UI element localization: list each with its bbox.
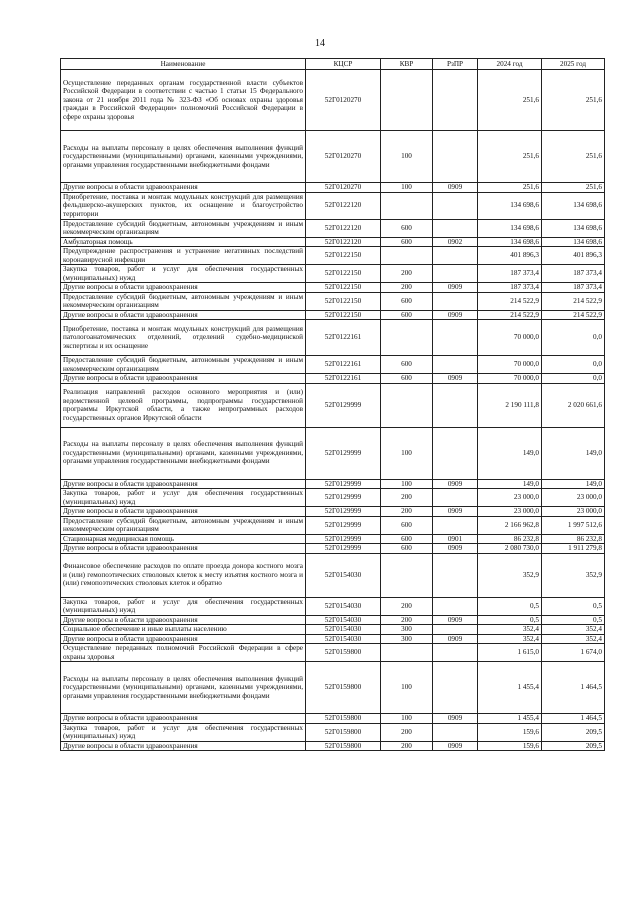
cell-kcsr: 52Г0122161 xyxy=(306,374,381,384)
cell-rzpr: 0909 xyxy=(433,183,478,193)
cell-name: Предоставление субсидий бюджетным, автономным учреждениям и иным некоммерческим организациям xyxy=(61,516,306,534)
cell-rzpr: 0909 xyxy=(433,283,478,293)
table-row xyxy=(61,356,605,374)
cell-kcsr: 52Г0122161 xyxy=(306,320,381,356)
cell-name: Расходы на выплаты персоналу в целях обеспечения выполнения функций государственными (муниципальными) органами, казенными учреждениями, органами управления государственными внебюджетными фондами xyxy=(61,662,306,714)
cell-rzpr xyxy=(433,356,478,374)
cell-rzpr xyxy=(433,247,478,265)
header-2024: 2024 год xyxy=(478,59,542,70)
cell-kvr xyxy=(381,383,433,427)
cell-kvr: 200 xyxy=(381,507,433,517)
header-row xyxy=(61,59,605,70)
cell-name: Другие вопросы в области здравоохранения xyxy=(61,183,306,193)
cell-name: Предоставление субсидий бюджетным, автономным учреждениям и иным некоммерческим организациям xyxy=(61,356,306,374)
cell-2024: 2 080 730,0 xyxy=(478,544,542,554)
header-2025: 2025 год xyxy=(542,59,605,70)
cell-kvr: 100 xyxy=(381,183,433,193)
cell-rzpr: 0909 xyxy=(433,634,478,644)
cell-name: Приобретение, поставка и монтаж модульных конструкций для размещения фельдшерско-акушерских пунктов, их оснащение и благоустройство территории xyxy=(61,192,306,219)
cell-2025: 1 997 512,6 xyxy=(542,516,605,534)
cell-2025: 1 464,5 xyxy=(542,714,605,724)
page-number: 14 xyxy=(315,38,325,49)
cell-rzpr: 0909 xyxy=(433,479,478,489)
cell-name: Другие вопросы в области здравоохранения xyxy=(61,283,306,293)
cell-kvr xyxy=(381,320,433,356)
cell-2025: 187 373,4 xyxy=(542,283,605,293)
cell-rzpr xyxy=(433,625,478,635)
cell-rzpr: 0909 xyxy=(433,374,478,384)
cell-2025: 209,5 xyxy=(542,741,605,751)
table-row xyxy=(61,534,605,544)
cell-2025: 1 674,0 xyxy=(542,644,605,662)
cell-2025: 352,9 xyxy=(542,553,605,597)
cell-name: Закупка товаров, работ и услуг для обеспечения государственных (муниципальных) нужд xyxy=(61,489,306,507)
header-kvr: КВР xyxy=(381,59,433,70)
table-row xyxy=(61,597,605,615)
budget-table xyxy=(60,58,605,751)
cell-2025: 23 000,0 xyxy=(542,489,605,507)
cell-rzpr xyxy=(433,553,478,597)
cell-2024: 251,6 xyxy=(478,131,542,183)
cell-2025: 134 698,6 xyxy=(542,219,605,237)
table-row xyxy=(61,479,605,489)
cell-kvr: 600 xyxy=(381,310,433,320)
cell-kvr: 200 xyxy=(381,597,433,615)
cell-rzpr xyxy=(433,644,478,662)
table-row xyxy=(61,625,605,635)
cell-2024: 352,4 xyxy=(478,634,542,644)
cell-2025: 0,5 xyxy=(542,597,605,615)
cell-kvr: 100 xyxy=(381,479,433,489)
cell-rzpr xyxy=(433,662,478,714)
table-row xyxy=(61,507,605,517)
cell-kcsr: 52Г0159800 xyxy=(306,644,381,662)
cell-name: Закупка товаров, работ и услуг для обеспечения государственных (муниципальных) нужд xyxy=(61,597,306,615)
table-row xyxy=(61,714,605,724)
table-row xyxy=(61,247,605,265)
cell-kvr: 300 xyxy=(381,634,433,644)
cell-kvr: 200 xyxy=(381,489,433,507)
cell-kcsr: 52Г0122120 xyxy=(306,192,381,219)
cell-2024: 134 698,6 xyxy=(478,237,542,247)
cell-2024: 70 000,0 xyxy=(478,356,542,374)
cell-rzpr xyxy=(433,427,478,479)
cell-2024: 1 455,4 xyxy=(478,662,542,714)
cell-2024: 0,5 xyxy=(478,615,542,625)
cell-2024: 134 698,6 xyxy=(478,192,542,219)
cell-2024: 2 190 111,8 xyxy=(478,383,542,427)
cell-name: Другие вопросы в области здравоохранения xyxy=(61,714,306,724)
cell-name: Закупка товаров, работ и услуг для обеспечения государственных (муниципальных) нужд xyxy=(61,265,306,283)
cell-2024: 251,6 xyxy=(478,183,542,193)
cell-2024: 159,6 xyxy=(478,723,542,741)
cell-2025: 23 000,0 xyxy=(542,507,605,517)
header-rzpr: РзПР xyxy=(433,59,478,70)
cell-kvr xyxy=(381,70,433,131)
cell-rzpr xyxy=(433,219,478,237)
cell-2024: 214 522,9 xyxy=(478,310,542,320)
cell-2024: 70 000,0 xyxy=(478,320,542,356)
cell-name: Расходы на выплаты персоналу в целях обеспечения выполнения функций государственными (муниципальными) органами, казенными учреждениями, органами управления государственными внебюджетными фондами xyxy=(61,131,306,183)
cell-rzpr xyxy=(433,516,478,534)
cell-2025: 0,5 xyxy=(542,615,605,625)
cell-name: Социальное обеспечение и иные выплаты населению xyxy=(61,625,306,635)
cell-kvr: 600 xyxy=(381,219,433,237)
cell-2024: 2 166 962,8 xyxy=(478,516,542,534)
cell-kvr: 100 xyxy=(381,131,433,183)
cell-2025: 134 698,6 xyxy=(542,237,605,247)
cell-rzpr: 0909 xyxy=(433,741,478,751)
cell-rzpr: 0909 xyxy=(433,507,478,517)
cell-kcsr: 52Г0129999 xyxy=(306,507,381,517)
cell-kcsr: 52Г0122150 xyxy=(306,283,381,293)
cell-kcsr: 52Г0122120 xyxy=(306,237,381,247)
cell-2025: 251,6 xyxy=(542,70,605,131)
cell-kcsr: 52Г0154030 xyxy=(306,615,381,625)
cell-name: Предоставление субсидий бюджетным, автономным учреждениям и иным некоммерческим организациям xyxy=(61,219,306,237)
cell-kcsr: 52Г0154030 xyxy=(306,634,381,644)
table-row xyxy=(61,292,605,310)
cell-rzpr: 0909 xyxy=(433,615,478,625)
cell-kcsr: 52Г0120270 xyxy=(306,70,381,131)
table-header xyxy=(61,59,605,70)
cell-kvr xyxy=(381,644,433,662)
cell-2024: 70 000,0 xyxy=(478,374,542,384)
cell-name: Финансовое обеспечение расходов по оплате проезда донора костного мозга и (или) гемопоэтических стволовых клеток к месту изъятия костного мозга и (или) гемопоэтических стволовых клеток и обратно xyxy=(61,553,306,597)
cell-kvr: 600 xyxy=(381,356,433,374)
cell-rzpr: 0902 xyxy=(433,237,478,247)
cell-kvr xyxy=(381,192,433,219)
cell-name: Осуществление переданных органам государственной власти субъектов Российской Федерации в соответствии с частью 1 статьи 15 Федерального закона от 21 ноября 2011 года № 323-ФЗ «Об основах охраны здоровья граждан в Российской Федерации» полномочий Российской Федерации в сфере охраны здоровья xyxy=(61,70,306,131)
cell-2025: 352,4 xyxy=(542,625,605,635)
cell-kcsr: 52Г0159800 xyxy=(306,662,381,714)
table-row xyxy=(61,374,605,384)
cell-rzpr: 0909 xyxy=(433,310,478,320)
cell-kvr xyxy=(381,247,433,265)
header-name: Наименование xyxy=(61,59,306,70)
cell-2025: 187 373,4 xyxy=(542,265,605,283)
cell-2025: 401 896,3 xyxy=(542,247,605,265)
cell-kcsr: 52Г0120270 xyxy=(306,183,381,193)
cell-kvr xyxy=(381,553,433,597)
table-row xyxy=(61,265,605,283)
cell-rzpr xyxy=(433,320,478,356)
cell-rzpr xyxy=(433,192,478,219)
cell-kcsr: 52Г0129999 xyxy=(306,383,381,427)
cell-kcsr: 52Г0122150 xyxy=(306,247,381,265)
cell-rzpr xyxy=(433,265,478,283)
cell-name: Другие вопросы в области здравоохранения xyxy=(61,310,306,320)
cell-rzpr: 0909 xyxy=(433,714,478,724)
cell-name: Реализация направлений расходов основного мероприятия и (или) ведомственной целевой программы, подпрограммы государственной программы Иркутской области, а также непрограммных расходов государственных органов Иркутской области xyxy=(61,383,306,427)
cell-2024: 352,9 xyxy=(478,553,542,597)
cell-2024: 1 455,4 xyxy=(478,714,542,724)
cell-kcsr: 52Г0154030 xyxy=(306,597,381,615)
cell-2025: 0,0 xyxy=(542,320,605,356)
cell-kvr: 600 xyxy=(381,292,433,310)
cell-2025: 352,4 xyxy=(542,634,605,644)
cell-2025: 149,0 xyxy=(542,479,605,489)
cell-rzpr xyxy=(433,131,478,183)
table-row xyxy=(61,553,605,597)
cell-kvr: 200 xyxy=(381,741,433,751)
cell-kcsr: 52Г0129999 xyxy=(306,427,381,479)
table-row xyxy=(61,615,605,625)
cell-2025: 2 020 661,6 xyxy=(542,383,605,427)
cell-2024: 0,5 xyxy=(478,597,542,615)
cell-kvr: 600 xyxy=(381,516,433,534)
cell-2025: 149,0 xyxy=(542,427,605,479)
table-row xyxy=(61,741,605,751)
cell-2024: 86 232,8 xyxy=(478,534,542,544)
table-row xyxy=(61,427,605,479)
header-kcsr: КЦСР xyxy=(306,59,381,70)
cell-2024: 134 698,6 xyxy=(478,219,542,237)
cell-name: Другие вопросы в области здравоохранения xyxy=(61,615,306,625)
cell-kvr: 600 xyxy=(381,544,433,554)
cell-kcsr: 52Г0122120 xyxy=(306,219,381,237)
cell-rzpr: 0909 xyxy=(433,544,478,554)
cell-kvr: 600 xyxy=(381,534,433,544)
cell-rzpr xyxy=(433,597,478,615)
cell-2025: 1 911 279,8 xyxy=(542,544,605,554)
cell-kcsr: 52Г0122150 xyxy=(306,310,381,320)
cell-rzpr xyxy=(433,489,478,507)
cell-name: Осуществление переданных полномочий Российской Федерации в сфере охраны здоровья xyxy=(61,644,306,662)
cell-2024: 1 615,0 xyxy=(478,644,542,662)
cell-kcsr: 52Г0154030 xyxy=(306,553,381,597)
table-row xyxy=(61,219,605,237)
cell-2024: 149,0 xyxy=(478,479,542,489)
cell-name: Другие вопросы в области здравоохранения xyxy=(61,479,306,489)
cell-kcsr: 52Г0122150 xyxy=(306,265,381,283)
cell-kvr: 200 xyxy=(381,283,433,293)
table-row xyxy=(61,634,605,644)
cell-name: Приобретение, поставка и монтаж модульных конструкций для размещения патологоанатомических отделений, отделений судебно-медицинской экспертизы и их оснащение xyxy=(61,320,306,356)
table-row xyxy=(61,183,605,193)
cell-2024: 159,6 xyxy=(478,741,542,751)
cell-2025: 214 522,9 xyxy=(542,310,605,320)
cell-rzpr: 0901 xyxy=(433,534,478,544)
cell-2024: 149,0 xyxy=(478,427,542,479)
cell-2024: 187 373,4 xyxy=(478,265,542,283)
cell-kvr: 100 xyxy=(381,427,433,479)
cell-kvr: 200 xyxy=(381,615,433,625)
cell-2024: 187 373,4 xyxy=(478,283,542,293)
table-row xyxy=(61,283,605,293)
cell-kcsr: 52Г0129999 xyxy=(306,479,381,489)
cell-name: Другие вопросы в области здравоохранения xyxy=(61,741,306,751)
cell-name: Другие вопросы в области здравоохранения xyxy=(61,374,306,384)
cell-kvr: 100 xyxy=(381,714,433,724)
cell-name: Другие вопросы в области здравоохранения xyxy=(61,507,306,517)
cell-name: Закупка товаров, работ и услуг для обеспечения государственных (муниципальных) нужд xyxy=(61,723,306,741)
cell-rzpr xyxy=(433,383,478,427)
cell-kvr: 300 xyxy=(381,625,433,635)
table-row xyxy=(61,192,605,219)
cell-2024: 23 000,0 xyxy=(478,507,542,517)
cell-2025: 251,6 xyxy=(542,131,605,183)
cell-kvr: 600 xyxy=(381,237,433,247)
cell-kvr: 200 xyxy=(381,265,433,283)
table-row xyxy=(61,237,605,247)
cell-kcsr: 52Г0129999 xyxy=(306,534,381,544)
cell-kcsr: 52Г0159800 xyxy=(306,723,381,741)
table-row xyxy=(61,131,605,183)
cell-2025: 86 232,8 xyxy=(542,534,605,544)
table-row xyxy=(61,70,605,131)
cell-2025: 214 522,9 xyxy=(542,292,605,310)
cell-kcsr: 52Г0129999 xyxy=(306,544,381,554)
cell-name: Стационарная медицинская помощь xyxy=(61,534,306,544)
cell-2025: 0,0 xyxy=(542,356,605,374)
table-row xyxy=(61,383,605,427)
cell-name: Амбулаторная помощь xyxy=(61,237,306,247)
cell-2025: 1 464,5 xyxy=(542,662,605,714)
cell-2025: 209,5 xyxy=(542,723,605,741)
table-body xyxy=(61,70,605,751)
table-row xyxy=(61,320,605,356)
table-row xyxy=(61,723,605,741)
cell-kvr: 100 xyxy=(381,662,433,714)
cell-kcsr: 52Г0129999 xyxy=(306,489,381,507)
table-row xyxy=(61,489,605,507)
cell-rzpr xyxy=(433,70,478,131)
cell-name: Другие вопросы в области здравоохранения xyxy=(61,634,306,644)
table-row xyxy=(61,644,605,662)
cell-2024: 401 896,3 xyxy=(478,247,542,265)
cell-kvr: 200 xyxy=(381,723,433,741)
cell-kvr: 600 xyxy=(381,374,433,384)
cell-name: Предупреждение распространения и устранение негативных последствий коронавирусной инфекции xyxy=(61,247,306,265)
table-row xyxy=(61,662,605,714)
cell-name: Другие вопросы в области здравоохранения xyxy=(61,544,306,554)
cell-2024: 352,4 xyxy=(478,625,542,635)
cell-2024: 23 000,0 xyxy=(478,489,542,507)
cell-kcsr: 52Г0154030 xyxy=(306,625,381,635)
cell-2024: 214 522,9 xyxy=(478,292,542,310)
cell-kcsr: 52Г0122161 xyxy=(306,356,381,374)
cell-kcsr: 52Г0120270 xyxy=(306,131,381,183)
table-row xyxy=(61,544,605,554)
cell-2025: 134 698,6 xyxy=(542,192,605,219)
cell-kcsr: 52Г0159800 xyxy=(306,741,381,751)
cell-2024: 251,6 xyxy=(478,70,542,131)
cell-kcsr: 52Г0159800 xyxy=(306,714,381,724)
cell-rzpr xyxy=(433,292,478,310)
cell-name: Предоставление субсидий бюджетным, автономным учреждениям и иным некоммерческим организациям xyxy=(61,292,306,310)
cell-kcsr: 52Г0129999 xyxy=(306,516,381,534)
table-row xyxy=(61,516,605,534)
cell-2025: 0,0 xyxy=(542,374,605,384)
cell-rzpr xyxy=(433,723,478,741)
table-row xyxy=(61,310,605,320)
cell-kcsr: 52Г0122150 xyxy=(306,292,381,310)
cell-2025: 251,6 xyxy=(542,183,605,193)
cell-name: Расходы на выплаты персоналу в целях обеспечения выполнения функций государственными (муниципальными) органами, казенными учреждениями, органами управления государственными внебюджетными фондами xyxy=(61,427,306,479)
